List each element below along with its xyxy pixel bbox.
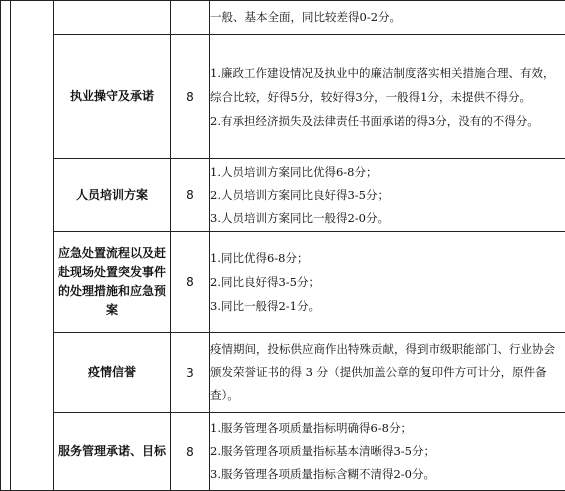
criteria-cell <box>210 35 565 159</box>
score-cell: 8 <box>171 232 210 333</box>
table-row <box>1 159 565 232</box>
category-cell <box>11 1 54 491</box>
item-name-cell: 执业操守及承诺 <box>54 35 171 159</box>
score-cell <box>171 1 210 35</box>
item-name-cell: 应急处置流程以及赶赴现场处置突发事件的处理措施和应急预案 <box>54 232 171 333</box>
criteria-line: 2.人员培训方案同比良好得3-5分； <box>210 184 565 207</box>
score-cell: 8 <box>171 413 210 491</box>
criteria-line: 1.服务管理各项质量指标明确得6-8分； <box>210 417 565 440</box>
score-cell: 8 <box>171 35 210 159</box>
table-row <box>1 413 565 491</box>
item-name-cell: 疫情信誉 <box>54 333 171 413</box>
criteria-cell <box>210 413 565 491</box>
table-row <box>1 232 565 333</box>
item-name-cell: 人员培训方案 <box>54 159 171 232</box>
criteria-cell <box>210 159 565 232</box>
criteria-line: 一般、基本全面，同比较差得0-2分。 <box>210 6 565 29</box>
criteria-line: 1.同比优得6-8分； <box>210 246 565 270</box>
criteria-line: 3.同比一般得2-1分。 <box>210 294 565 318</box>
criteria-cell <box>210 1 565 35</box>
criteria-line: 3.服务管理各项质量指标含糊不清得2-0分。 <box>210 463 565 486</box>
criteria-line: 2.服务管理各项质量指标基本清晰得3-5分； <box>210 440 565 463</box>
criteria-cell <box>210 232 565 333</box>
criteria-line: 1.人员培训方案同比优得6-8分； <box>210 161 565 184</box>
outer-margin-cell <box>1 1 11 491</box>
table-row <box>1 333 565 413</box>
criteria-line: 3.人员培训方案同比一般得2-0分。 <box>210 207 565 230</box>
criteria-line: 疫情期间，投标供应商作出特殊贡献，得到市级职能部门、行业协会颁发荣誉证书的得 3 分（提供加盖公章的复印件方可计分，原件备查）。 <box>210 338 565 407</box>
table-row <box>1 35 565 159</box>
criteria-line: 1.廉政工作建设情况及执业中的廉洁制度落实相关措施合理、有效，综合比较，好得5分，较好得3分，一般得1分，未提供不得分。 <box>210 61 565 109</box>
criteria-line: 2.同比良好得3-5分； <box>210 270 565 294</box>
table-row <box>1 1 565 35</box>
item-name-cell: 服务管理承诺、目标 <box>54 413 171 491</box>
score-cell: 8 <box>171 159 210 232</box>
score-cell: 3 <box>171 333 210 413</box>
criteria-cell <box>210 333 565 413</box>
criteria-line: 2.有承担经济损失及法律责任书面承诺的得3分，没有的不得分。 <box>210 109 565 133</box>
item-name-cell <box>54 1 171 35</box>
